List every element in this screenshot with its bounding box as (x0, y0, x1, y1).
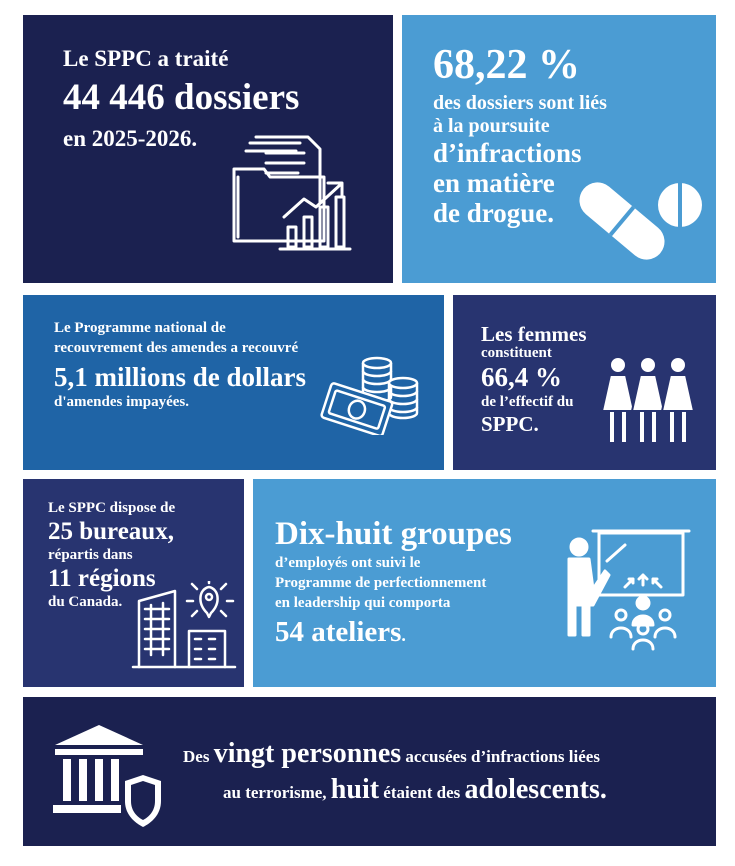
leadership-line-2: Programme de perfectionnement (275, 575, 487, 591)
terrorism-line-1: Des vingt personnes accusées d’infractions liées (183, 738, 600, 769)
offices-line-3: répartis dans (48, 547, 133, 563)
leadership-headline: Dix-huit groupes (275, 516, 512, 552)
drug-line-1: des dossiers sont liés (433, 92, 607, 114)
tile-drug-offences (402, 15, 716, 283)
offices-line-5: du Canada. (48, 594, 123, 610)
courthouse-shield-icon (51, 723, 161, 833)
tile-cases-processed (23, 15, 393, 283)
drug-line-5: de drogue. (433, 198, 555, 228)
presentation-icon (563, 525, 693, 653)
cases-year: en 2025-2026. (63, 126, 198, 151)
adolescents: adolescents. (464, 774, 607, 805)
tile-fines-recovery (23, 295, 444, 470)
offices-line-1: Le SPPC dispose de (48, 500, 176, 516)
terrorism-line-2: au terrorisme, huit étaient des adolescents. (223, 774, 607, 805)
buildings-location-icon (131, 581, 241, 673)
fines-line-1: Le Programme national de (54, 320, 226, 336)
leadership-line-1: d’employés ont suivi le (275, 555, 421, 571)
cases-count: 44 446 dossiers (63, 77, 300, 118)
women-percentage: 66,4 % (481, 362, 562, 392)
money-coins-icon (319, 355, 429, 435)
workshops-count: 54 ateliers. (275, 616, 406, 648)
tile-terrorism (23, 697, 716, 846)
workshops-period: . (401, 625, 406, 645)
women-line-4: de l’effectif du (481, 394, 574, 410)
regions-count: 11 régions (48, 565, 156, 592)
offices-count: 25 bureaux, (48, 518, 174, 545)
women-line-5: SPPC. (481, 412, 539, 436)
twenty-persons: vingt personnes (213, 738, 402, 769)
drug-line-3: d’infractions (433, 138, 582, 168)
eight-persons: huit (330, 774, 380, 805)
fines-amount: 5,1 millions de dollars (54, 362, 307, 392)
cases-intro: Le SPPC a traité (63, 46, 229, 71)
women-line-2: constituent (481, 345, 552, 361)
tile-offices (23, 479, 244, 687)
fines-line-4: d'amendes impayées. (54, 394, 189, 410)
women-icon (598, 355, 698, 447)
folder-chart-icon (228, 133, 358, 253)
fines-line-2: recouvrement des amendes a recouvré (54, 340, 299, 356)
drug-percentage: 68,22 % (433, 42, 580, 88)
tile-leadership (253, 479, 716, 687)
pill-icon (570, 163, 710, 278)
women-line-1: Les femmes (481, 322, 587, 346)
leadership-line-3: en leadership qui comporta (275, 595, 451, 611)
tile-women-workforce (453, 295, 716, 470)
drug-line-2: à la poursuite (433, 115, 550, 137)
drug-line-4: en matière (433, 168, 555, 198)
